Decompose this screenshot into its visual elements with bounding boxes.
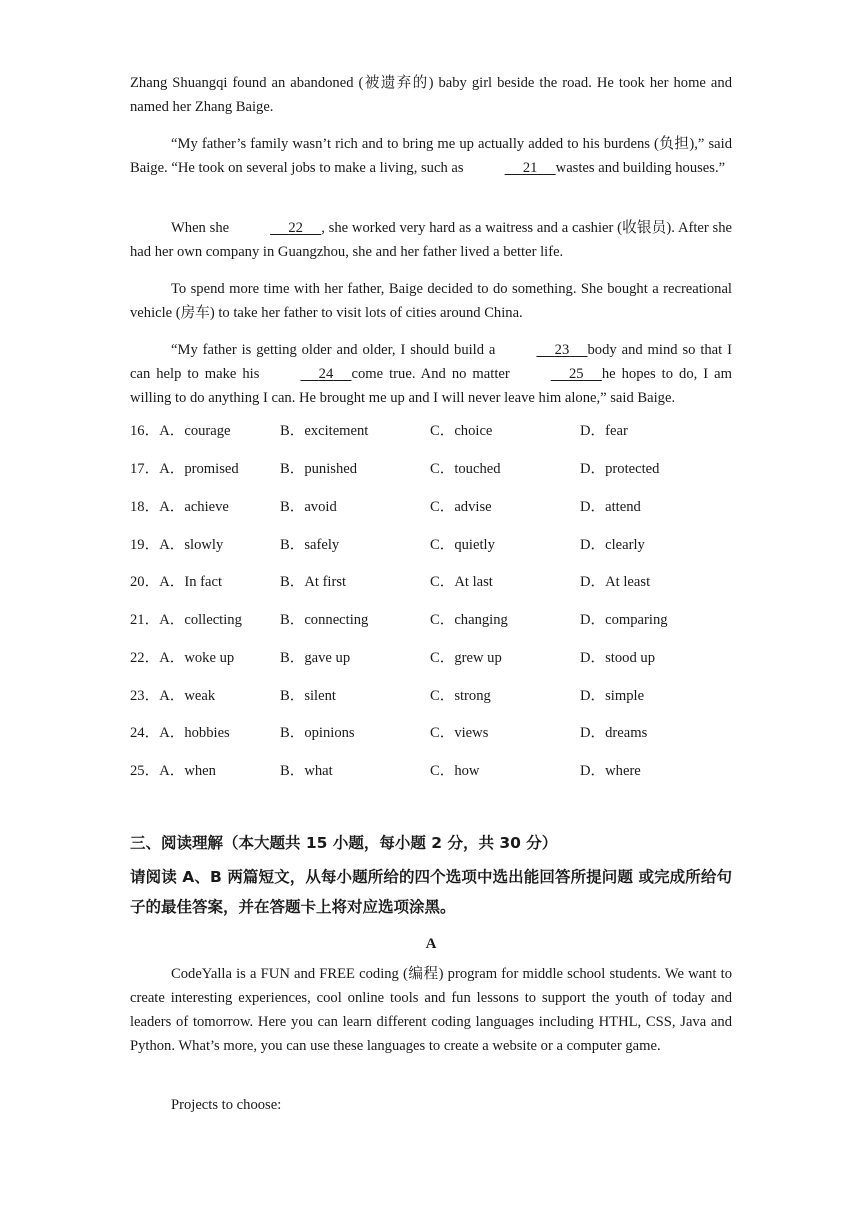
passage-text: When she xyxy=(171,220,230,236)
option-a[interactable]: 16．A．courage xyxy=(130,423,231,439)
option-d[interactable]: D．simple xyxy=(580,688,645,704)
option-d[interactable]: D．where xyxy=(580,763,641,779)
option-b[interactable]: B．excitement xyxy=(280,423,369,439)
option-b[interactable]: B．opinions xyxy=(280,725,355,741)
passage-text: , she worked very hard as a waitress and a cashier (收银员). After she had her own company in Guangzhou, she and her father lived a better life. xyxy=(130,220,732,260)
option-c[interactable]: C．choice xyxy=(430,423,493,439)
passage-text: come true. And no matter xyxy=(351,366,510,382)
passage-text: “My father’s family wasn’t rich and to bring me up actually added to his burdens (负担),” said Baige. “He took on several jobs to make a living, such as xyxy=(130,136,732,176)
option-b[interactable]: B．connecting xyxy=(280,612,369,628)
question-row-19 xyxy=(130,535,732,555)
option-a[interactable]: 25．A．when xyxy=(130,763,216,779)
option-a[interactable]: 24．A．hobbies xyxy=(130,725,230,741)
option-d[interactable]: D．stood up xyxy=(580,650,655,666)
option-d[interactable]: D．protected xyxy=(580,461,660,477)
question-row-24 xyxy=(130,723,732,743)
option-a[interactable]: 22．A．woke up xyxy=(130,650,235,666)
option-b[interactable]: B．gave up xyxy=(280,650,351,666)
blank-21: 21 xyxy=(522,160,538,176)
passage-paragraph-2 xyxy=(130,132,732,180)
option-c[interactable]: C．changing xyxy=(430,612,508,628)
option-b[interactable]: B．silent xyxy=(280,688,336,704)
question-row-17 xyxy=(130,459,732,479)
question-row-16 xyxy=(130,421,732,441)
passage-paragraph-1: Zhang Shuangqi found an abandoned (被遗弃的) baby girl beside the road. He took her home and named her Zhang Baige. xyxy=(130,75,732,115)
option-a[interactable]: 20．A．In fact xyxy=(130,574,223,590)
reading-paragraph-2: Projects to choose: xyxy=(171,1097,282,1113)
option-b[interactable]: B．what xyxy=(280,763,333,779)
option-c[interactable]: C．touched xyxy=(430,461,501,477)
option-c[interactable]: C．At last xyxy=(430,574,493,590)
passage-paragraph-3 xyxy=(130,216,732,264)
option-c[interactable]: C．strong xyxy=(430,688,491,704)
passage-paragraph-4: To spend more time with her father, Baige decided to do something. She bought a recreational vehicle (房车) to take her father to visit lots of cities around China. xyxy=(130,281,732,321)
option-d[interactable]: D．clearly xyxy=(580,537,645,553)
section-instruction: 请阅读 A、B 两篇短文，从每小题所给的四个选项中选出能回答所提问题 或完成所给句子的最佳答案，并在答题卡上将对应选项涂黑。 xyxy=(130,868,732,916)
question-row-21 xyxy=(130,610,732,630)
passage-text: wastes and building houses.” xyxy=(555,160,726,176)
section-title: 三、阅读理解（本大题共 15 小题，每小题 2 分，共 30 分） xyxy=(130,834,558,852)
blank-24: 24 xyxy=(318,366,334,382)
option-b[interactable]: B．punished xyxy=(280,461,358,477)
question-row-20 xyxy=(130,572,732,592)
blank-25: 25 xyxy=(568,366,584,382)
passage-text: body and mind so that I can help to make his xyxy=(130,342,732,382)
passage-heading: A xyxy=(425,936,437,952)
passage-text: “My father is getting older and older, I should build a xyxy=(171,342,496,358)
option-a[interactable]: 21．A．collecting xyxy=(130,612,242,628)
passage-paragraph-5 xyxy=(130,338,732,410)
passage-text: he hopes to do, I am willing to do anything I can. He brought me up and I will never leave him alone,” said Baige. xyxy=(130,366,732,406)
option-d[interactable]: D．attend xyxy=(580,499,641,515)
option-c[interactable]: C．how xyxy=(430,763,480,779)
question-row-23 xyxy=(130,686,732,706)
blank-22: 22 xyxy=(288,220,303,236)
option-a[interactable]: 18．A．achieve xyxy=(130,499,229,515)
option-c[interactable]: C．grew up xyxy=(430,650,502,666)
option-d[interactable]: D．dreams xyxy=(580,725,648,741)
option-d[interactable]: D．At least xyxy=(580,574,651,590)
question-row-18 xyxy=(130,497,732,517)
option-c[interactable]: C．quietly xyxy=(430,537,495,553)
option-d[interactable]: D．comparing xyxy=(580,612,668,628)
question-row-22 xyxy=(130,648,732,668)
question-row-25 xyxy=(130,761,732,781)
option-b[interactable]: B．avoid xyxy=(280,499,337,515)
option-c[interactable]: C．advise xyxy=(430,499,492,515)
option-c[interactable]: C．views xyxy=(430,725,489,741)
option-d[interactable]: D．fear xyxy=(580,423,628,439)
option-b[interactable]: B．safely xyxy=(280,537,340,553)
option-a[interactable]: 23．A．weak xyxy=(130,688,216,704)
reading-paragraph-1: CodeYalla is a FUN and FREE coding (编程) program for middle school students. We want to create interesting experiences, cool online tools and fun lessons to support the youth of today and leaders of tomorrow. Here you can learn different coding languages including HTHL, CSS, Java and Python. What’s more, you can use these languages to create a website or a computer game. xyxy=(130,966,732,1054)
option-a[interactable]: 19．A．slowly xyxy=(130,537,224,553)
option-b[interactable]: B．At first xyxy=(280,574,347,590)
blank-23: 23 xyxy=(554,342,570,358)
option-a[interactable]: 17．A．promised xyxy=(130,461,239,477)
